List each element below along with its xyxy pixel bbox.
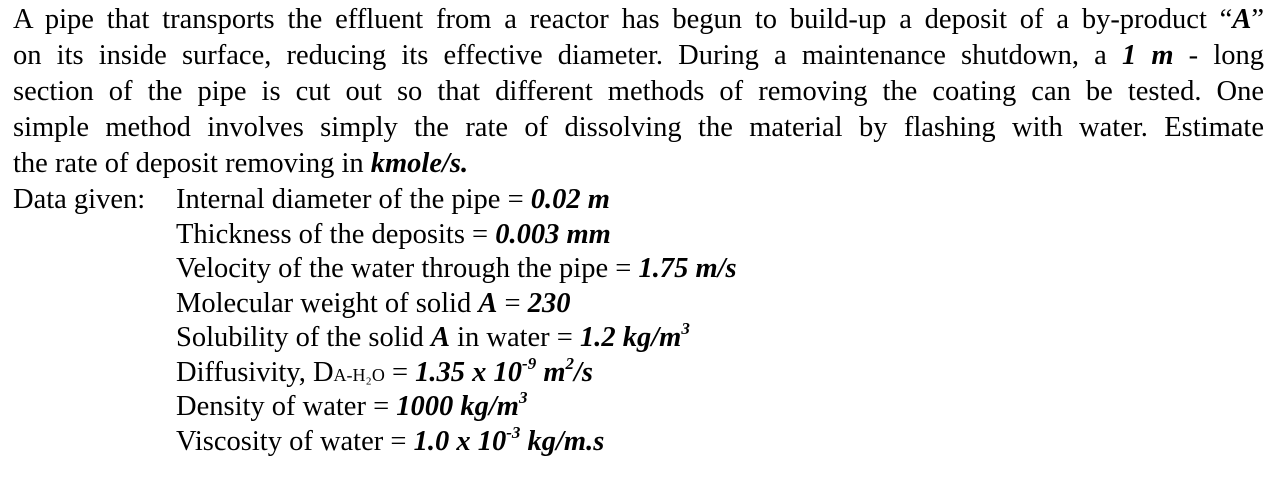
exponent: 3 (681, 319, 690, 338)
data-unit: kg/m.s (520, 425, 605, 457)
data-value: 230 (527, 287, 571, 319)
exponent: 3 (518, 388, 528, 407)
problem-line-2 (13, 38, 1264, 74)
problem-text: section of the pipe is cut out so that different methods of removing the coating can be tested. One (13, 76, 1264, 107)
data-given-label: Data given: (13, 184, 146, 215)
data-label: Molecular weight of solid (176, 287, 479, 319)
exponent: -3 (506, 422, 521, 442)
problem-line-3 (13, 74, 1264, 110)
data-label: Density of water = (176, 391, 397, 422)
data-value: 1.0 x 10 (413, 425, 507, 457)
data-label: Thickness of the deposits = (176, 218, 496, 250)
problem-text: A pipe that transports the effluent from a reactor has begun to build-up a deposit of a by-product “ (13, 4, 1233, 35)
diffusivity-subscript: A-H₂O (333, 364, 385, 385)
data-label: = (497, 287, 528, 319)
problem-text: simple method involves simply the rate of dissolving the material by flashing with water. Estimate (13, 112, 1264, 143)
data-value: 1.2 kg/m (579, 322, 682, 353)
data-label: Solubility of the solid (176, 322, 431, 353)
data-value: 0.02 m (530, 184, 610, 215)
product-symbol: A (1232, 4, 1252, 35)
data-unit: /s (574, 356, 594, 388)
data-label: Viscosity of water = (176, 425, 414, 457)
solid-symbol: A (430, 322, 450, 353)
solid-symbol: A (478, 287, 498, 319)
exponent: -9 (522, 353, 537, 373)
problem-line-4 (13, 110, 1264, 146)
data-label: in water = (449, 322, 580, 353)
data-label: = (384, 356, 416, 388)
data-label: Diffusivity, D (176, 356, 334, 388)
problem-line-5 (13, 146, 1264, 182)
data-value: 1.35 x 10 (415, 356, 523, 388)
problem-statement (13, 2, 1264, 182)
data-value: 1.75 m/s (638, 253, 737, 284)
data-value: 1000 kg/m (396, 391, 519, 422)
required-unit: kmole/s. (370, 148, 469, 179)
problem-text: the rate of deposit removing in (13, 148, 371, 179)
data-value: 0.003 mm (495, 218, 611, 250)
problem-text: on its inside surface, reducing its effective diameter. During a maintenance shutdown, a (13, 40, 1122, 71)
problem-line-1 (13, 2, 1264, 38)
closing-quote: ” (1251, 4, 1264, 35)
data-label: Velocity of the water through the pipe = (176, 253, 639, 284)
exponent: 2 (565, 353, 574, 373)
section-length: 1 m (1121, 40, 1174, 71)
data-unit: m (536, 356, 566, 388)
data-label: Internal diameter of the pipe = (176, 184, 531, 215)
problem-text: - long (1173, 40, 1264, 71)
